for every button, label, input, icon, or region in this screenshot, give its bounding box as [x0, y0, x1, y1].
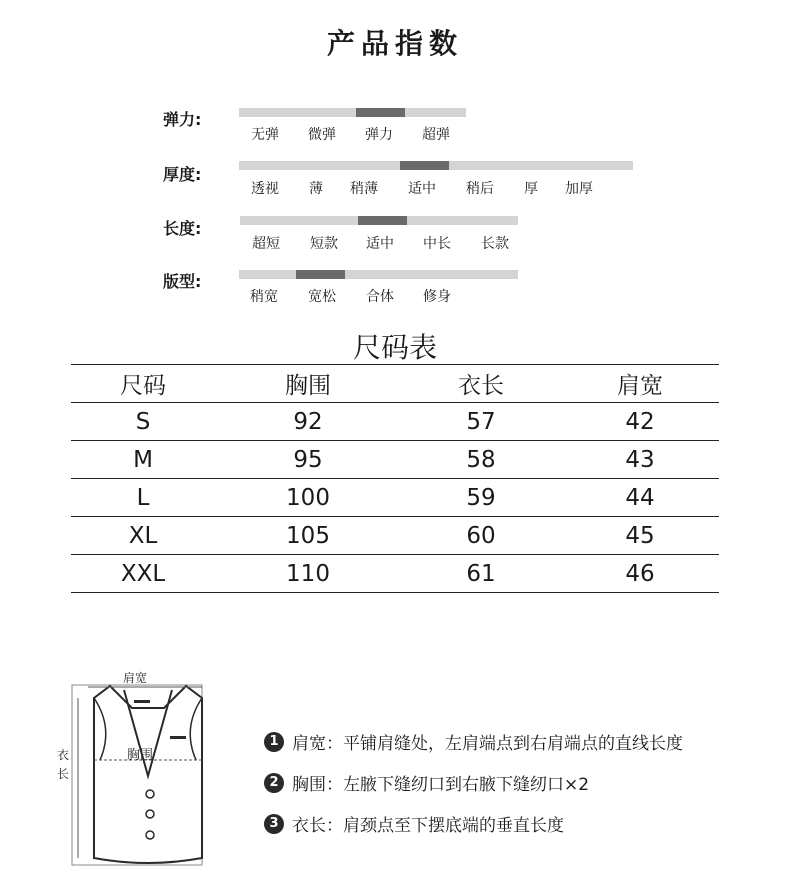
table-cell: XXL — [71, 555, 215, 593]
table-cell: 100 — [215, 479, 401, 517]
table-cell: 42 — [561, 403, 719, 441]
note-length — [264, 811, 564, 836]
table-cell: 46 — [561, 555, 719, 593]
left-pocket — [134, 700, 150, 703]
param-label-fit: 版型: — [163, 272, 202, 291]
param-label-length: 长度: — [163, 219, 202, 238]
number-1-icon: 1 — [264, 732, 284, 752]
param-label-thickness: 厚度: — [163, 165, 202, 184]
table-cell: 60 — [401, 517, 561, 555]
param-bar-elasticity — [239, 108, 466, 117]
param-option: 稍后 — [466, 181, 494, 197]
note-chest — [264, 770, 589, 795]
table-cell: 110 — [215, 555, 401, 593]
right-pocket — [170, 736, 186, 739]
table-header-row — [71, 365, 719, 403]
table-cell: 45 — [561, 517, 719, 555]
param-option: 中长 — [423, 236, 451, 252]
param-option: 适中 — [408, 181, 436, 197]
param-option: 厚 — [524, 181, 538, 197]
note-text: 肩宽：平铺肩缝处，左肩端点到右肩端点的直线长度 — [292, 734, 683, 754]
param-label-elasticity: 弹力: — [163, 110, 202, 129]
param-option: 薄 — [309, 181, 323, 197]
param-option: 无弹 — [251, 127, 279, 143]
param-bar-fill-fit — [296, 270, 345, 279]
note-text: 衣长：肩颈点至下摆底端的垂直长度 — [292, 816, 564, 836]
table-header-cell: 胸围 — [215, 365, 401, 403]
param-option: 稍宽 — [250, 289, 278, 305]
table-cell: 61 — [401, 555, 561, 593]
size-table — [71, 364, 719, 593]
table-cell: 105 — [215, 517, 401, 555]
param-option: 适中 — [366, 236, 394, 252]
param-bar-fill-length — [358, 216, 407, 225]
note-text: 胸围：左腋下缝纫口到右腋下缝纫口×2 — [292, 775, 590, 795]
param-option: 长款 — [481, 236, 509, 252]
table-cell: M — [71, 441, 215, 479]
note-shoulder — [264, 729, 683, 754]
param-option: 微弹 — [308, 127, 336, 143]
param-option: 加厚 — [565, 181, 593, 197]
param-bar-fill-elasticity — [356, 108, 405, 117]
table-header-cell: 肩宽 — [561, 365, 719, 403]
param-option: 合体 — [366, 289, 394, 305]
table-row — [71, 441, 719, 479]
number-2-icon: 2 — [264, 773, 284, 793]
table-cell: XL — [71, 517, 215, 555]
size-table-title: 尺码表 — [352, 331, 437, 364]
table-cell: 92 — [215, 403, 401, 441]
table-cell: 43 — [561, 441, 719, 479]
vest-diagram — [52, 668, 227, 873]
length-label-part2: 长 — [57, 767, 70, 781]
param-option: 短款 — [310, 236, 338, 252]
table-header-cell: 尺码 — [71, 365, 215, 403]
table-row — [71, 555, 719, 593]
table-cell: 44 — [561, 479, 719, 517]
param-option: 超弹 — [422, 127, 450, 143]
param-option: 稍薄 — [350, 181, 378, 197]
shoulder-label: 肩宽 — [123, 671, 148, 685]
table-cell: 58 — [401, 441, 561, 479]
table-row — [71, 517, 719, 555]
param-option: 超短 — [252, 236, 280, 252]
table-cell: 95 — [215, 441, 401, 479]
table-row — [71, 479, 719, 517]
param-option: 宽松 — [308, 289, 336, 305]
table-cell: 59 — [401, 479, 561, 517]
param-bar-fill-thickness — [400, 161, 449, 170]
param-option: 透视 — [251, 181, 279, 197]
page-title: 产品指数 — [326, 27, 463, 60]
param-bar-fit — [239, 270, 518, 279]
param-option: 弹力 — [365, 127, 393, 143]
param-option: 修身 — [423, 289, 451, 305]
table-cell: L — [71, 479, 215, 517]
param-bar-thickness — [239, 161, 633, 170]
chest-label: 胸围 — [127, 748, 154, 763]
param-bar-length — [240, 216, 518, 225]
table-cell: S — [71, 403, 215, 441]
number-3-icon: 3 — [264, 814, 284, 834]
table-header-cell: 衣长 — [401, 365, 561, 403]
table-cell: 57 — [401, 403, 561, 441]
table-row — [71, 403, 719, 441]
length-label-part1: 衣 — [57, 748, 70, 762]
